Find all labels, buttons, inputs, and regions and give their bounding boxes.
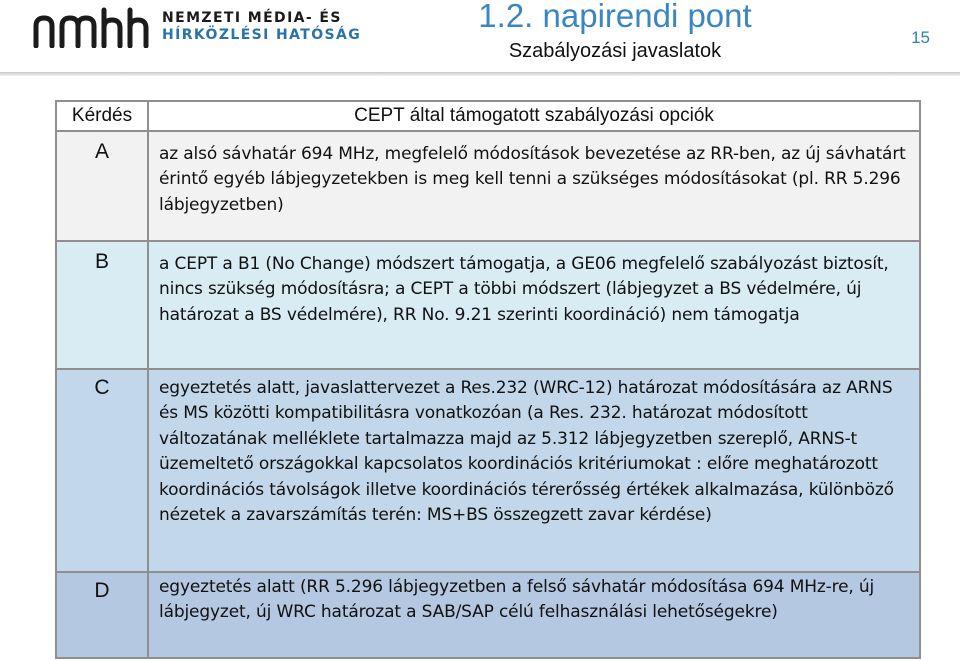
row-key: B — [56, 241, 148, 369]
table-row — [56, 131, 920, 241]
row-option-text: az alsó sávhatár 694 MHz, megfelelő módosítások bevezetése az RR-ben, az új sávhatárt érintő egyéb lábjegyzetekben is meg kell tenni a szükséges módosításokat (pl. RR 5.296 lábjegyzetben) — [148, 131, 920, 241]
header-options: CEPT által támogatott szabályozási opciók — [148, 101, 920, 131]
row-option-text: a CEPT a B1 (No Change) módszert támogatja, a GE06 megfelelő szabályozást biztosít, nincs szükség módosításra; a CEPT a többi módszert (lábjegyzet a BS védelmére, új határozat a BS védelmére), RR No. 9.21 szerinti koordináció) nem támogatja — [148, 241, 920, 369]
page-subtitle: Szabályozási javaslatok — [508, 40, 722, 62]
row-key: D — [56, 572, 148, 658]
row-option-text: egyeztetés alatt, javaslattervezet a Res.232 (WRC-12) határozat módosítására az ARNS és MS közötti kompatibilitásra vonatkozóan (a Res. 232. határozat módosított változatának melléklete tartalmazza majd az 5.312 lábjegyzetben szereplő, ARNS-t üzemeltető országokkal kapcsolatos koordinációs kritériumokat : előre meghatározott koordinációs távolságok illetve koordinációs térerősség értékek alkalmazása, különböző nézetek a zavarszámítás terén: MS+BS összegzett zavar kérdése) — [148, 369, 920, 572]
row-option-text: egyeztetés alatt (RR 5.296 lábjegyzetben a felső sávhatár módosítása 694 MHz-re, új lábjegyzet, új WRC határozat a SAB/SAP célú felhasználási lehetőségekre) — [148, 572, 920, 658]
table-row — [56, 369, 920, 572]
row-key: A — [56, 131, 148, 241]
nmhh-logo-mark-icon — [32, 6, 150, 48]
logo-line-1: NEMZETI MÉDIA- ÉS — [162, 10, 342, 26]
table-row — [56, 241, 920, 369]
table-row — [56, 572, 920, 658]
nmhh-logo — [32, 6, 361, 48]
header-key: Kérdés — [56, 101, 148, 131]
row-key: C — [56, 369, 148, 572]
header-divider — [0, 72, 960, 76]
page-title: 1.2. napirendi pont — [478, 0, 752, 34]
options-table — [55, 100, 921, 659]
logo-wordmark — [162, 10, 361, 44]
table-header-row — [56, 101, 920, 131]
logo-line-2: HÍRKÖZLÉSI HATÓSÁG — [162, 27, 362, 43]
page-number: 15 — [911, 28, 930, 47]
